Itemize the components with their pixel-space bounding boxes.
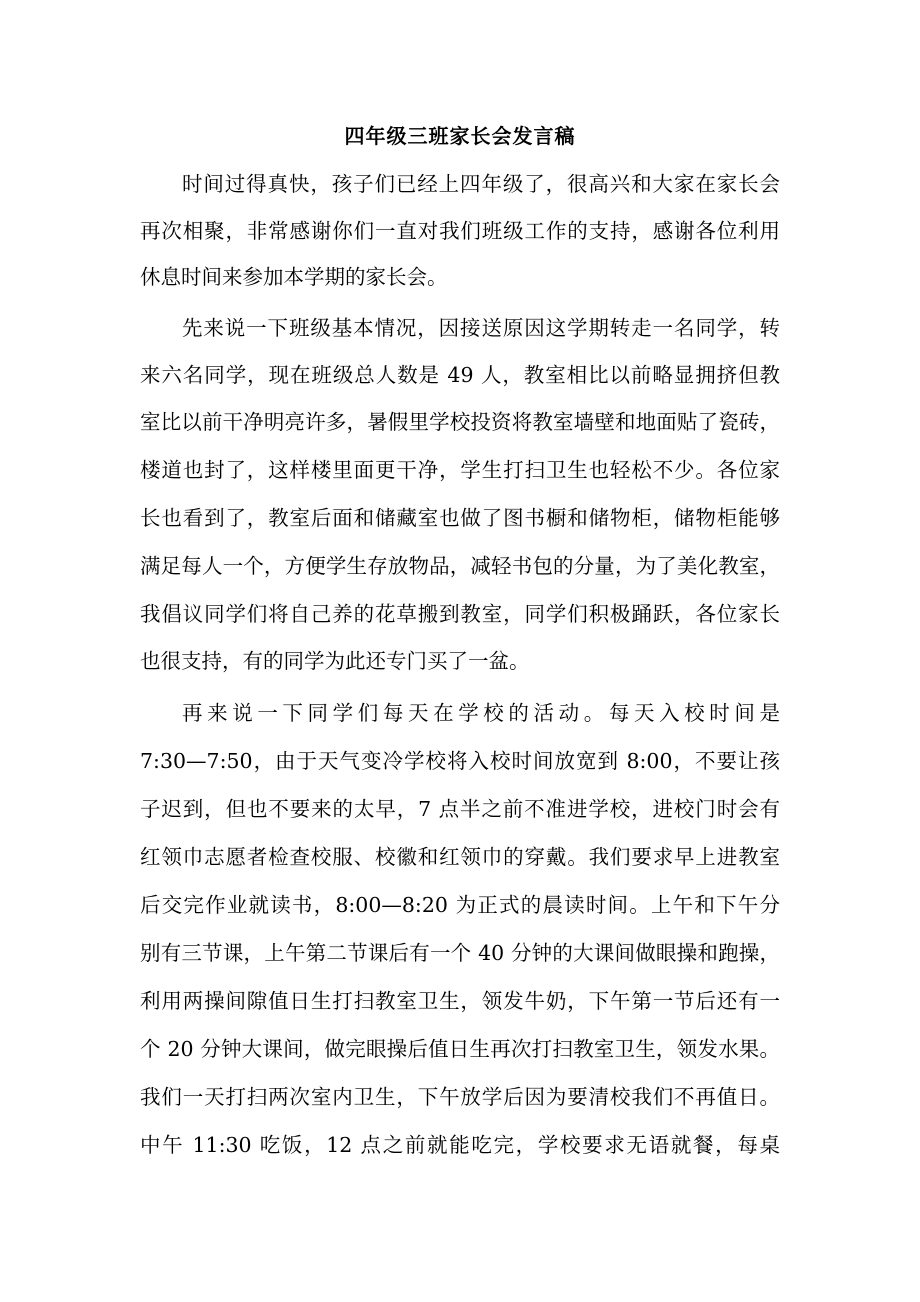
text-line: 别有三节课，上午第二节课后有一个 40 分钟的大课间做眼操和跑操， <box>140 941 780 965</box>
text-line: 子迟到，但也不要来的太早，7 点半之前不准进学校，进校门时会有 <box>140 797 780 821</box>
text-line: 室比以前干净明亮许多，暑假里学校投资将教室墙壁和地面贴了瓷砖， <box>140 410 780 434</box>
text-line: 也很支持，有的同学为此还专门买了一盆。 <box>140 649 530 673</box>
text-line: 红领巾志愿者检查校服、校徽和红领巾的穿戴。我们要求早上进教室 <box>140 845 780 869</box>
text-line: 长也看到了，教室后面和储藏室也做了图书橱和储物柜，储物柜能够 <box>140 506 780 530</box>
text-line: 我倡议同学们将自己养的花草搬到教室，同学们积极踊跃，各位家长 <box>140 602 780 626</box>
text-line: 满足每人一个，方便学生存放物品，减轻书包的分量，为了美化教室， <box>140 554 780 578</box>
page-title: 四年级三班家长会发言稿 <box>344 124 576 148</box>
text-line: 先来说一下班级基本情况，因接送原因这学期转走一名同学，转 <box>182 316 780 340</box>
text-line: 楼道也封了，这样楼里面更干净，学生打扫卫生也轻松不少。各位家 <box>140 458 780 482</box>
text-line: 个 20 分钟大课间，做完眼操后值日生再次打扫教室卫生，领发水果。 <box>140 1037 780 1061</box>
text-line: 来六名同学，现在班级总人数是 49 人，教室相比以前略显拥挤但教 <box>140 363 780 387</box>
text-line: 利用两操间隙值日生打扫教室卫生，领发牛奶，下午第一节后还有一 <box>140 989 780 1013</box>
text-line: 7:30—7:50，由于天气变冷学校将入校时间放宽到 8:00，不要让孩 <box>140 749 780 773</box>
text-line: 我们一天打扫两次室内卫生，下午放学后因为要清校我们不再值日。 <box>140 1085 780 1109</box>
text-line: 中午 11:30 吃饭，12 点之前就能吃完，学校要求无语就餐，每桌 <box>140 1133 780 1157</box>
text-line: 时间过得真快，孩子们已经上四年级了，很高兴和大家在家长会 <box>182 172 780 196</box>
text-line: 再次相聚，非常感谢你们一直对我们班级工作的支持，感谢各位利用 <box>140 219 780 243</box>
text-line: 休息时间来参加本学期的家长会。 <box>140 265 448 289</box>
text-line: 后交完作业就读书，8:00—8:20 为正式的晨读时间。上午和下午分 <box>140 893 780 917</box>
text-line: 再来说一下同学们每天在学校的活动。每天入校时间是 <box>182 701 780 725</box>
